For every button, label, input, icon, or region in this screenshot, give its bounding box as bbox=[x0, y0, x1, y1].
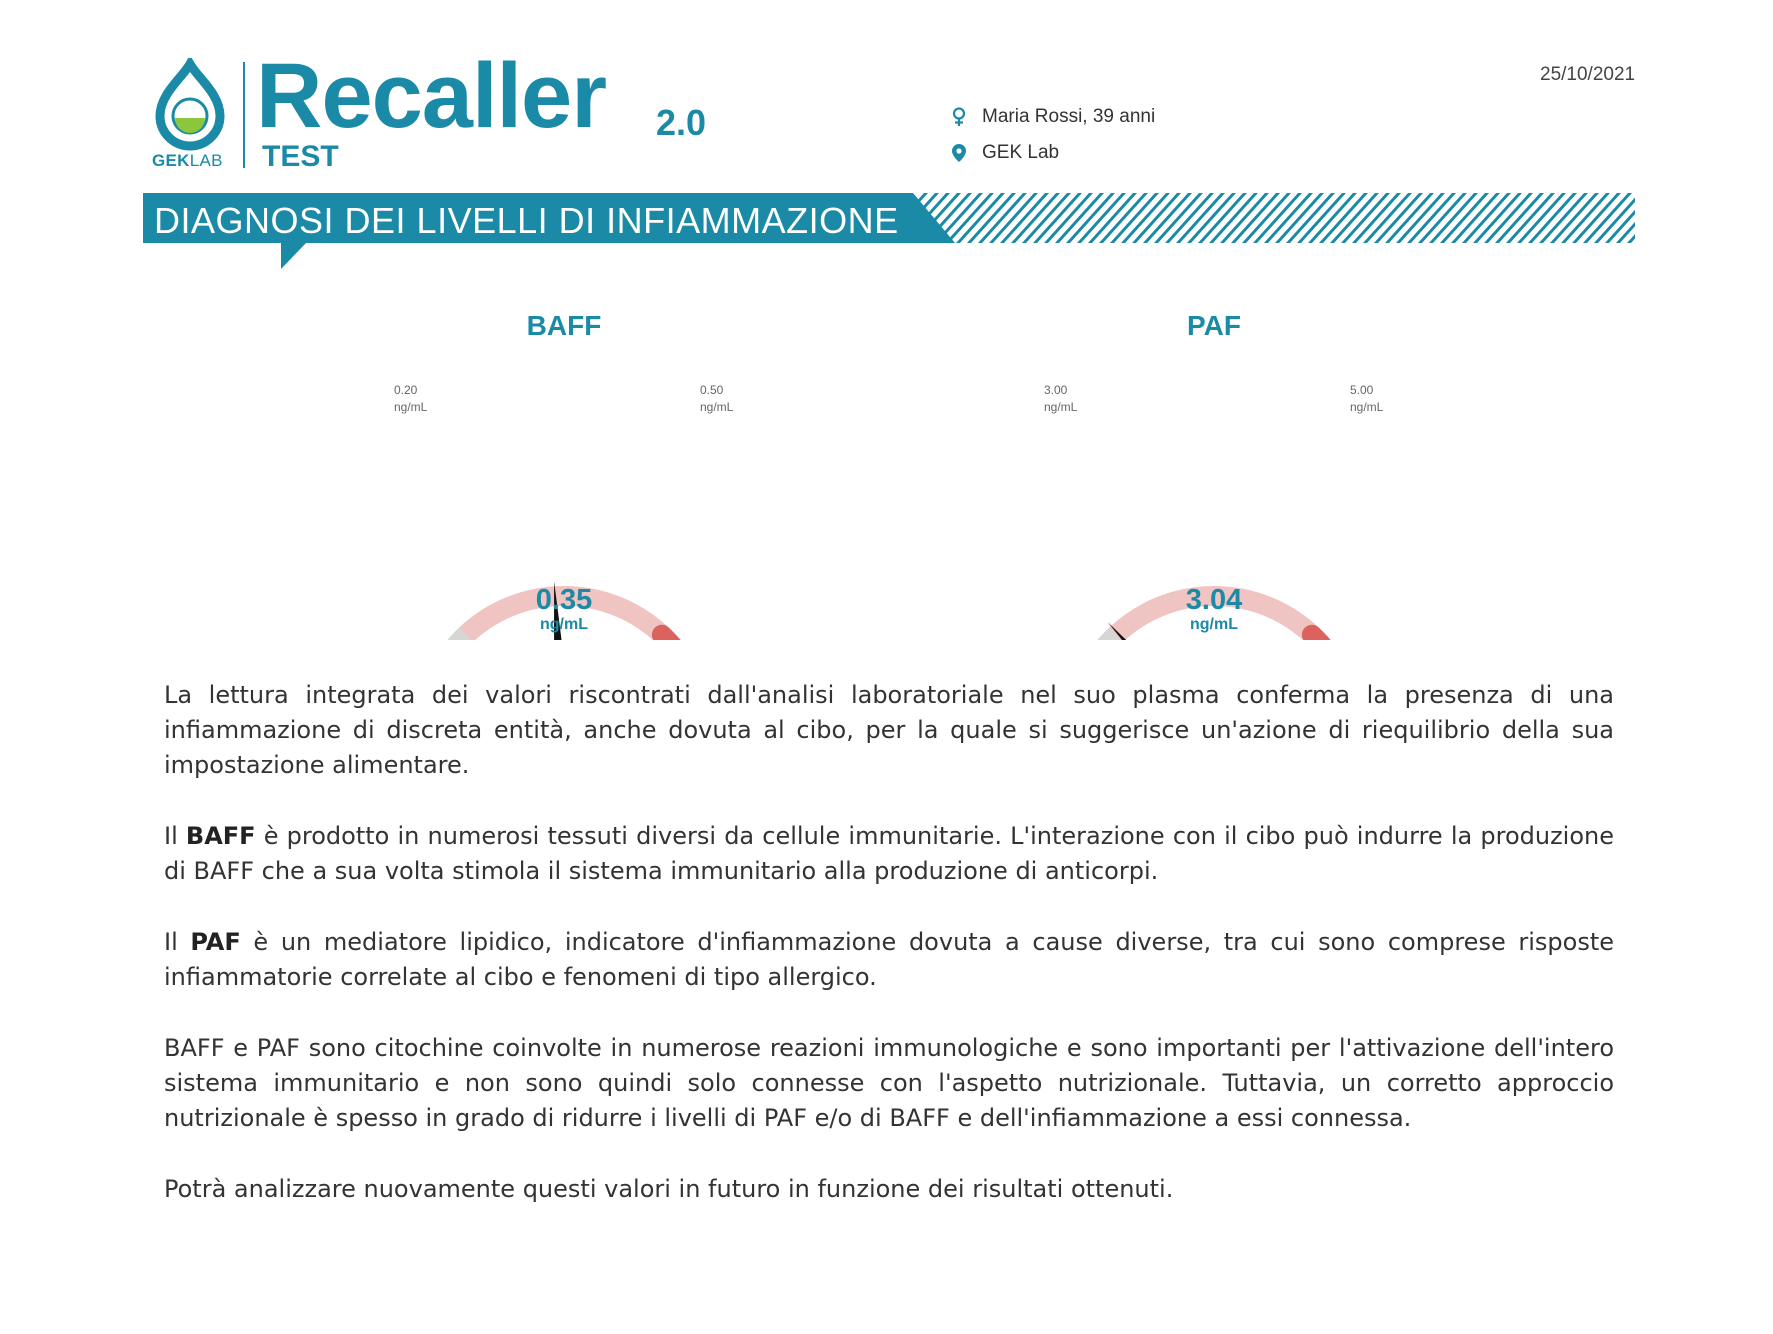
female-icon bbox=[950, 107, 968, 127]
paragraph-paf: Il PAF è un mediatore lipidico, indicatore d'infiammazione dovuta a cause diverse, tra cui sono comprese risposte infiammatorie correlate al cibo e fenomeni di tipo allergico. bbox=[164, 928, 1614, 991]
patient-name: Maria Rossi, 39 anni bbox=[982, 106, 1156, 127]
lab-info bbox=[950, 142, 1059, 164]
gauge-arc-high bbox=[1312, 635, 1357, 640]
gauge-high-threshold: 5.00 ng/mL bbox=[1350, 383, 1384, 414]
brand-version: 2.0 bbox=[656, 102, 707, 143]
lab-name: GEK Lab bbox=[982, 142, 1060, 163]
report-body bbox=[164, 678, 1614, 1243]
gauge-low-threshold: 0.20 ng/mL bbox=[394, 383, 428, 414]
gauge-low-threshold: 3.00 ng/mL bbox=[1044, 383, 1078, 414]
gauge-value: 0.35 bbox=[535, 584, 593, 616]
logo-divider bbox=[243, 62, 245, 168]
geklab-drop-logo-icon bbox=[152, 58, 228, 154]
report-date: 25/10/2021 bbox=[1540, 64, 1636, 85]
gauge-arc-low bbox=[421, 635, 466, 640]
gauge-value: 3.04 bbox=[1185, 584, 1243, 616]
brand-subtitle: TEST bbox=[262, 140, 339, 173]
gauge-title: BAFF bbox=[526, 310, 602, 341]
paragraph-cytokines: BAFF e PAF sono citochine coinvolte in numerose reazioni immunologiche e sono importanti per l'attivazione dell'intero sistema immunitario e non sono quindi solo connesse con l'aspetto nutrizionale. Tuttavia, un corretto approccio nutrizionale è spesso in grado di ridurre i livelli di PAF e/o di BAFF e dell'infiammazione a essi connessa. bbox=[164, 1034, 1614, 1132]
gauge-unit: ng/mL bbox=[540, 616, 588, 633]
gauge-baff bbox=[354, 300, 774, 640]
logo-wordmark: GEKLAB bbox=[152, 151, 223, 170]
gauge-unit: ng/mL bbox=[1190, 616, 1238, 633]
patient-info bbox=[950, 106, 1155, 128]
location-pin-icon bbox=[950, 143, 968, 163]
gauge-paf bbox=[1004, 300, 1424, 640]
paragraph-followup: Potrà analizzare nuovamente questi valori in futuro in funzione dei risultati ottenuti. bbox=[164, 1175, 1174, 1203]
brand-title: Recaller bbox=[256, 45, 607, 147]
gauge-title: PAF bbox=[1187, 310, 1241, 341]
gauge-arc-high bbox=[662, 635, 707, 640]
paragraph-baff: Il BAFF è prodotto in numerosi tessuti diversi da cellule immunitarie. L'interazione con il cibo può indurre la produzione di BAFF che a sua volta stimola il sistema immunitario alla produzione di anticorpi. bbox=[164, 822, 1615, 885]
section-title: DIAGNOSI DEI LIVELLI DI INFIAMMAZIONE bbox=[154, 200, 899, 241]
paragraph-summary: La lettura integrata dei valori riscontrati dall'analisi laboratoriale nel suo plasma conferma la presenza di una infiammazione di discreta entità, anche dovuta al cibo, per la quale si suggerisce un'azione di riequilibrio della sua impostazione alimentare. bbox=[164, 681, 1614, 779]
gauge-high-threshold: 0.50 ng/mL bbox=[700, 383, 734, 414]
gauge-arc-low bbox=[1071, 635, 1116, 640]
